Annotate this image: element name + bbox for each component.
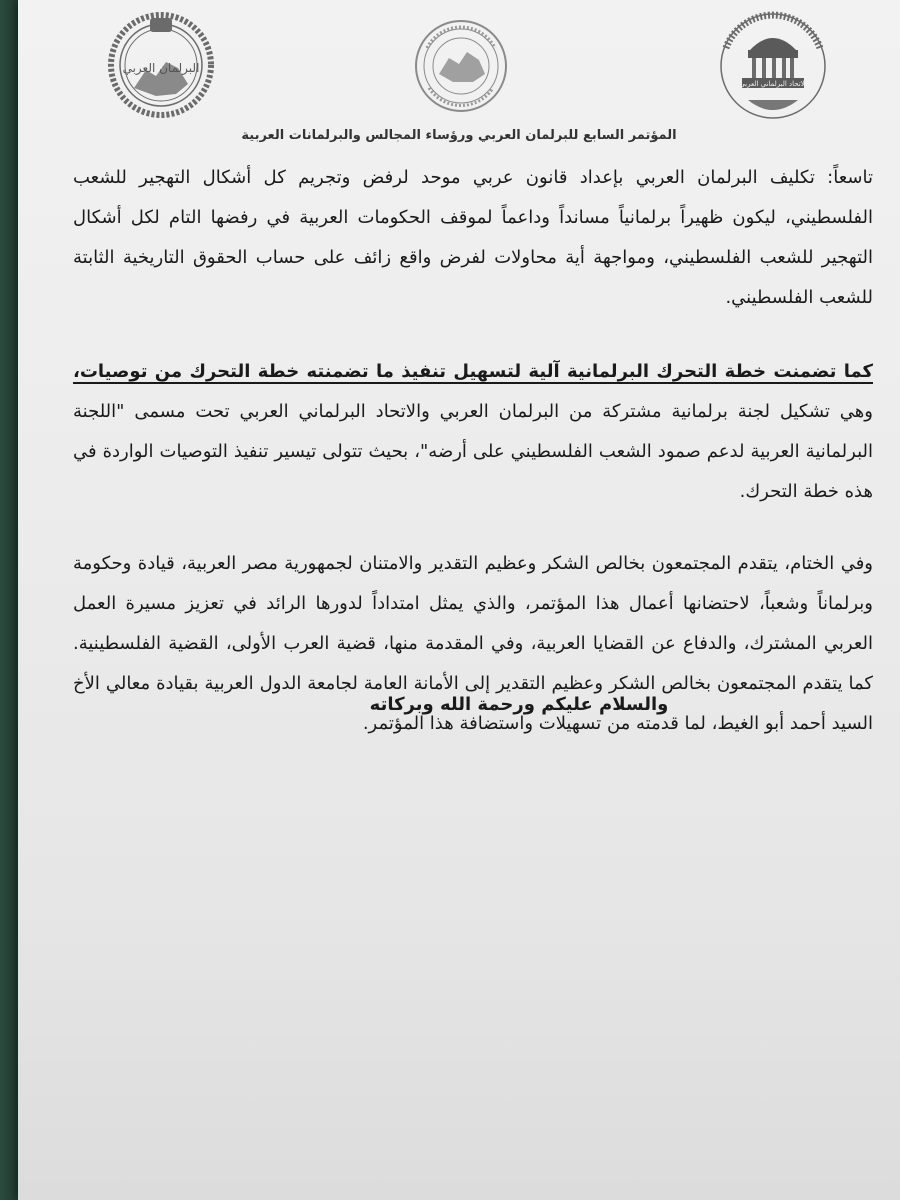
conference-title: المؤتمر السابع للبرلمان العربي ورؤساء المجالس والبرلمانات العربية [241,128,677,143]
closing-greeting: والسلام عليكم ورحمة الله وبركاته [369,694,669,715]
union-logo-text: الاتحاد البرلماني العربي [739,80,807,88]
conference-seal-logo [413,18,509,114]
paragraph-closing-thanks: وفي الختام، يتقدم المجتمعون بخالص الشكر وعظيم التقدير والامتنان لجمهورية مصر العربية، قيادة وحكومة وبرلماناً وشعباً، لاحتضانها أعمال هذا المؤتمر، والذي يمثل امتداداً لدورها الرائد في تعزيز مسيرة العمل العربي المشترك، والدفاع عن القضايا العربية، وفي المقدمة منها، قضية العرب الأولى، القضية الفلسطينية. كما يتقدم المجتمعون بخالص الشكر وعظيم التقدير إلى الأمانة العامة لجامعة الدول العربية بقيادة معالي الأخ السيد أحمد أبو الغيط، لما قدمته من تسهيلات واستضافة هذا المؤتمر. [73,553,873,734]
arab-inter-parliamentary-union-logo [718,8,828,126]
paragraph-ninth-recommendation: تاسعاً: تكليف البرلمان العربي بإعداد قانون عربي موحد لرفض وتجريم كل أشكال التهجير للشعب الفلسطيني، ليكون ظهيراً برلمانياً مسانداً وداعماً لموقف الحكومات العربية في رفضها التام لكل أشكال التهجير للشعب الفلسطيني، ومواجهة أية محاولات لفرض واقع زائف على حساب الحقوق التاريخية الثابتة للشعب الفلسطيني. [73,167,873,308]
paragraph-action-plan-rest: وهي تشكيل لجنة برلمانية مشتركة من البرلمان العربي والاتحاد البرلماني العربي تحت مسمى "اللجنة البرلمانية العربية لدعم صمود الشعب الفلسطيني على أرضه"، بحيث تتولى تيسير تنفيذ التوصيات الواردة في هذه خطة التحرك. [73,401,873,502]
paragraph-action-plan [73,352,873,512]
document-body [73,158,873,776]
arab-parliament-logo [106,10,216,120]
arab-parliament-logo-text: البرلمان العربي [122,61,200,75]
paragraph-action-plan-lead: كما تضمنت خطة التحرك البرلمانية آلية لتسهيل تنفيذ ما تضمنته خطة التحرك من توصيات، [73,361,873,382]
document-page [18,0,900,1200]
